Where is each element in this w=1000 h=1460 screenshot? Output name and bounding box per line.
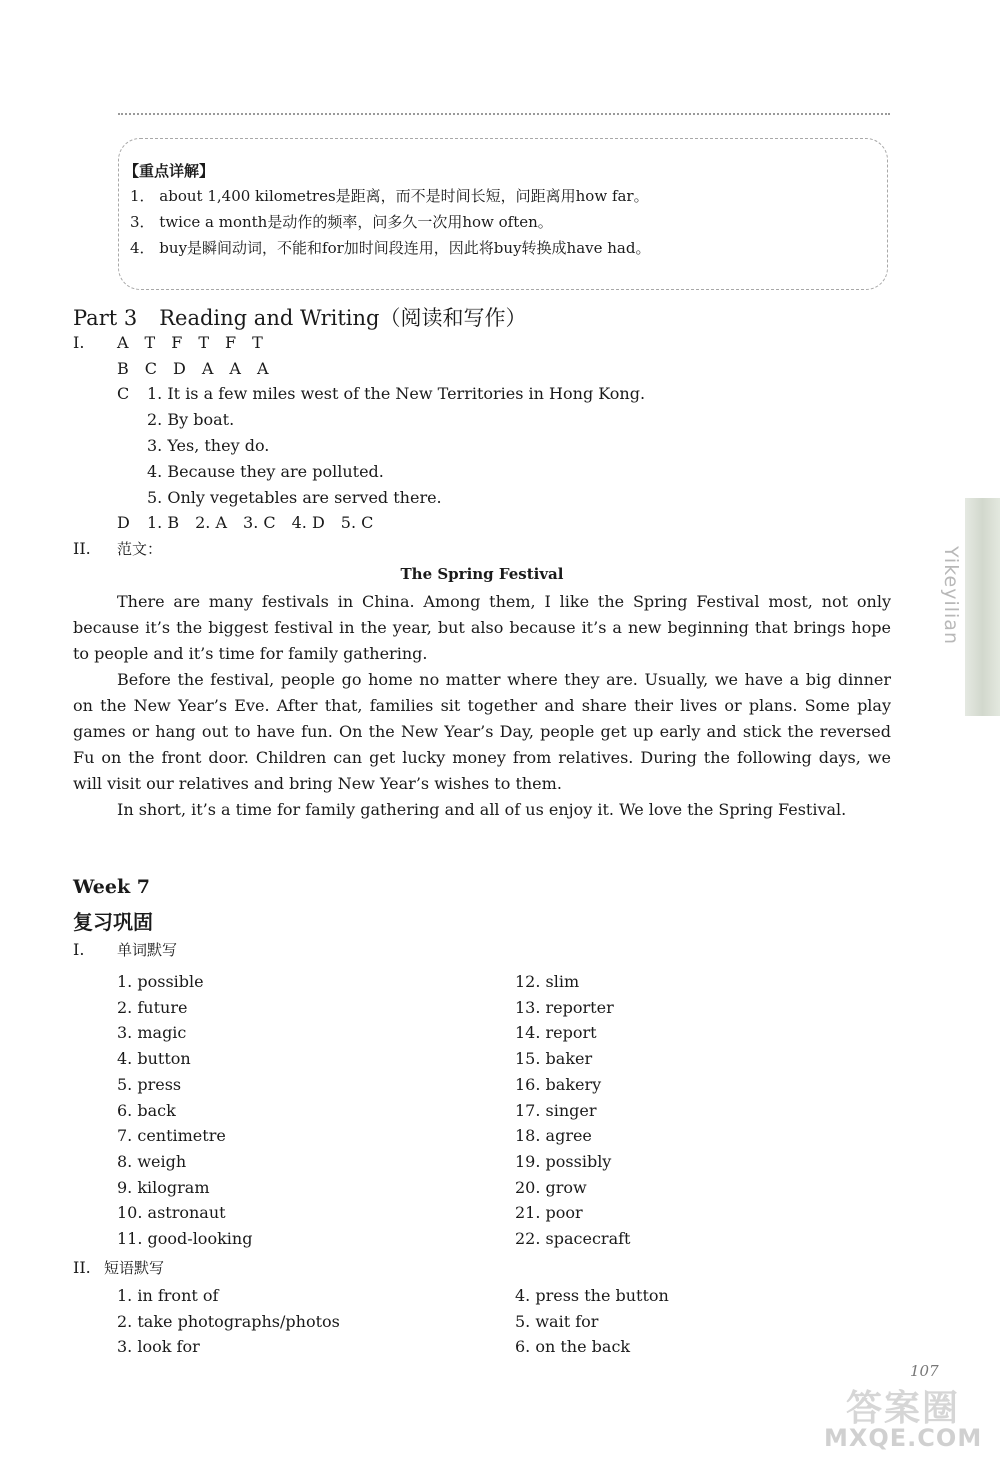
essay-paragraph-1: There are many festivals in China. Among them, I like the Spring Festival most, not only because it’s the biggest festival in the year, but also because it’s a new beginning that brings hope to people and it’s time for family gathering. [73,592,891,663]
word-item: 12. slim [515,972,580,991]
word-item: 7. centimetre [117,1126,226,1146]
part3-title: Reading and Writing（阅读和写作） [159,306,527,330]
phrases-section-label: 短语默写 [104,1259,165,1277]
words-section-label: 单词默写 [117,941,178,959]
words-section-number: I. [73,940,85,959]
key-points-title: 【重点详解】 [124,162,215,180]
word-item: 9. kilogram [117,1177,210,1197]
word-item: 15. baker [515,1049,593,1069]
essay-paragraph-3: In short, it’s a time for family gathering and all of us enjoy it. We love the Spring Festival. [117,800,847,819]
section2-number: II. [73,539,91,558]
phrase-item: 4. press the button [515,1286,669,1305]
dotted-separator [118,113,890,115]
word-item: 17. singer [515,1100,597,1120]
answer-c-4: 4. Because they are polluted. [147,462,384,481]
key-point-4: 4． buy是瞬间动词，不能和for加时间段连用，因此将buy转换成have had。 [130,239,651,257]
word-item: 20. grow [515,1177,587,1197]
word-item: 19. possibly [515,1151,612,1171]
answer-c-5: 5. Only vegetables are served there. [147,488,442,507]
watermark-top: 答案圈 [846,1388,961,1429]
word-item: 1. possible [117,972,204,991]
word-item: 11. good-looking [117,1229,253,1248]
answers-row-d: 1. B 2. A 3. C 4. D 5. C [147,513,374,532]
word-item: 10. astronaut [117,1203,226,1223]
answers-row-c-label: C [117,384,130,403]
answers-row-a: A T F T F T [117,333,263,352]
word-item: 6. back [117,1100,176,1120]
answer-c-3: 3. Yes, they do. [147,436,270,455]
side-tab [965,498,1000,716]
word-item: 3. magic [117,1023,187,1043]
phrase-item: 1. in front of [117,1286,219,1305]
word-item: 13. reporter [515,997,614,1017]
answer-c-2: 2. By boat. [147,410,235,429]
answers-row-d-label: D [117,513,130,532]
word-item: 14. report [515,1023,597,1043]
word-item: 18. agree [515,1126,592,1146]
section2-label: 范文： [117,540,163,558]
review-heading: 复习巩固 [73,910,153,934]
phrase-item: 6. on the back [515,1337,631,1356]
word-item: 22. spacecraft [515,1229,631,1248]
key-point-1: 1． about 1,400 kilometres是距离，而不是时间长短，问距离用how far。 [130,187,649,205]
week-title: Week 7 [73,876,150,898]
side-tab-text: Yikeyilian [940,546,962,645]
phrase-item: 5. wait for [515,1311,599,1331]
page-number: 107 [910,1362,939,1380]
answers-row-b: B C D A A A [117,359,269,378]
phrase-item: 3. look for [117,1337,200,1356]
essay-title: The Spring Festival [400,565,564,583]
word-item: 4. button [117,1049,191,1069]
answer-c-1: 1. It is a few miles west of the New Territories in Hong Kong. [147,384,646,403]
word-item: 2. future [117,997,188,1017]
essay-paragraph-2: Before the festival, people go home no matter where they are. Usually, we have a big dinner on the New Year’s Eve. After that, families sit together and share their lives or plans. Some play games or hang out to have fun. On the New Year’s Day, people get up early and stick the reversed Fu on the front door. Children can get lucky money from relatives. During the following days, we will visit our relatives and bring New Year’s wishes to them. [73,670,891,793]
part3-label: Part 3 [73,306,138,330]
word-item: 21. poor [515,1203,583,1223]
word-item: 16. bakery [515,1074,602,1094]
phrases-section-number: II. [73,1258,91,1277]
watermark-logo [816,1380,996,1455]
watermark-bottom: MXQE.COM [824,1424,983,1452]
key-point-3: 3． twice a month是动作的频率，问多久一次用how often。 [130,213,553,231]
word-item: 8. weigh [117,1151,187,1171]
section1-number: I. [73,333,85,352]
word-item: 5. press [117,1074,182,1094]
phrase-item: 2. take photographs/photos [117,1311,340,1331]
part3-heading [73,305,526,331]
